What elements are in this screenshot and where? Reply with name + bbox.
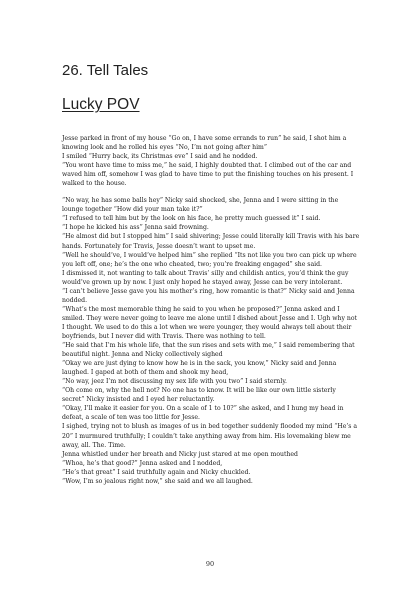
- paragraph: “Well he should’ve, I would’ve helped him” she replied “Its not like you two can pick up where you left off, one; he’s the one who cheated, two; you’re freaking engaged” she said.: [62, 251, 357, 268]
- paragraph: “He’s that great” I said truthfully again and Nicky chuckled.: [62, 468, 251, 476]
- paragraph: “He almost did but I stopped him” I said shivering; Jesse could literally kill Travis with his bare hands. Fortunately for Travis, Jesse doesn’t want to upset me.: [62, 233, 360, 250]
- paragraph: Jenna whistled under her breath and Nicky just stared at me open mouthed: [62, 450, 298, 458]
- paragraph: “What’s the most memorable thing he said to you when he proposed?” Jenna asked and I smiled. They were never going to leave me alone until I dished about Jesse and I. Ugh why not I thought. We used to do this a lot when we were younger, they would always tell about their boyfriends, but I never did with Travis. There was nothing to tell.: [62, 305, 357, 340]
- paragraph: Jesse parked in front of my house “Go on, I have some errands to run” he said, I shot him a knowing look and he rolled his eyes “No, I’m not going after him”: [62, 135, 347, 152]
- section-break: [62, 188, 360, 196]
- paragraph: “I hope he kicked his ass” Jenna said frowning.: [62, 224, 209, 232]
- pov-heading: Lucky POV: [62, 96, 140, 113]
- paragraph: “Wow, I’m so jealous right now,” she said and we all laughed.: [62, 477, 253, 485]
- paragraph: “I can’t believe Jesse gave you his mother’s ring, how romantic is that?” Nicky said and Jenna nodded.: [62, 287, 355, 304]
- paragraph: “I refused to tell him but by the look on his face, he pretty much guessed it” I said.: [62, 215, 321, 223]
- paragraph: “Okay we are just dying to know how he is in the sack, you know,” Nicky said and Jenna laughed. I gaped at both of them and shook my head,: [62, 360, 337, 377]
- paragraph: “No way, jeez I’m not discussing my sex life with you two” I said sternly.: [62, 378, 287, 386]
- body-text: [62, 134, 360, 486]
- paragraph: I dismissed it, not wanting to talk about Travis’ silly and childish antics, you’d think the guy would’ve grown up by now. I just only hoped he stayed away, Jesse can be very intolerant.: [62, 269, 349, 286]
- paragraph: “He said that I’m his whole life, that the sun rises and sets with me,” I said remembering that beautiful night. Jenna and Nicky collectively sighed: [62, 342, 355, 359]
- chapter-title: 26. Tell Tales: [62, 62, 149, 79]
- paragraph: I sighed, trying not to blush as images of us in bed together suddenly flooded my mind “He’s a 20” I murmured truthfully; I couldn’t take anything away from him. His lovemaking blew me away, all. The. Time.: [62, 423, 358, 449]
- paragraph: “Whoa, he’s that good?” Jenna asked and I nodded,: [62, 459, 223, 467]
- paragraph: “You wont have time to miss me,” he said, I highly doubted that. I climbed out of the car and waved him off, somehow I was glad to have time to put the finishing touches on his present. I walked to the house.: [62, 162, 354, 188]
- paragraph: “No way, he has some balls hey” Nicky said shocked, she, Jenna and I were sitting in the lounge together “How did your man take it?”: [62, 197, 339, 214]
- paragraph: “Okay, I’ll make it easier for you. On a scale of 1 to 10?” she asked, and I hung my head in defeat, a scale of ten was too little for Jesse.: [62, 405, 344, 422]
- page-number: 90: [205, 560, 215, 568]
- paragraph: I smiled “Hurry back, its Christmas eve” I said and he nodded.: [62, 153, 258, 161]
- paragraph: “Oh come on, why the hell not? No one has to know. It will be like our own little sisterly secret” Nicky insisted and I eyed her reluctantly.: [62, 387, 336, 404]
